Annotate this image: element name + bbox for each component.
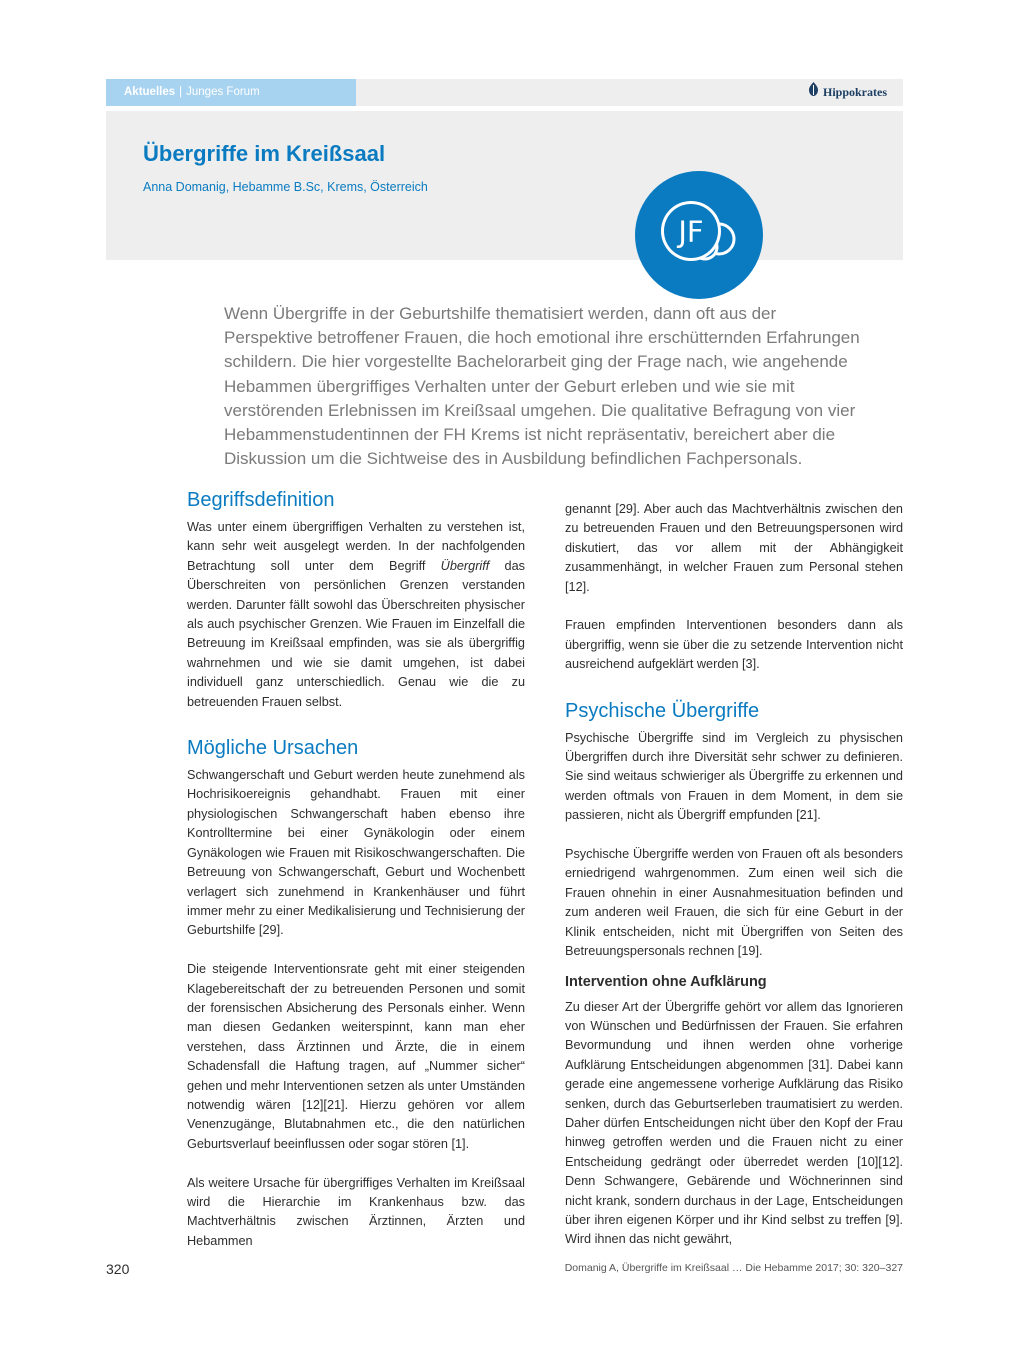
header-bar	[106, 79, 903, 106]
heading-begriffsdefinition: Begriffsdefinition	[187, 489, 335, 511]
paragraph-continued-2: Frauen empfinden Interventionen besonders dann als übergriffig, wenn sie über die zu setzende Intervention nicht ausreichend aufgeklärt werden [3].	[565, 618, 903, 672]
badge-text: JF	[678, 215, 704, 249]
right-column	[565, 500, 903, 1250]
junges-forum-badge	[635, 171, 763, 299]
left-column	[187, 486, 525, 1251]
jf-logo-icon	[635, 171, 763, 299]
breadcrumb-separator: |	[179, 86, 183, 98]
title-panel	[106, 111, 903, 260]
paragraph-begriffsdefinition	[187, 518, 525, 712]
article-author: Anna Domanig, Hebamme B.Sc, Krems, Österreich	[143, 180, 428, 194]
publisher-icon	[808, 79, 819, 106]
paragraph-text: das Überschreiten von persönlichen Grenzen verstanden werden. Darunter fällt sowohl das Überschreiten physischer als auch psychischer Grenzen. Wie Frauen im Einzelfall die Betreuung im Kreißsaal empfinden, was sie als übergriffig wahrnehmen und wie sie damit umgehen, ist dabei individuell ganz unterschiedlich. Genau wie die zu betreuenden Frauen selbst.	[187, 558, 525, 709]
section-label: Aktuelles	[124, 86, 176, 98]
subsection-label: Junges Forum	[186, 86, 260, 98]
section-breadcrumb	[106, 79, 356, 106]
paragraph-continued-1: genannt [29]. Aber auch das Machtverhältnis zwischen den zu betreuenden Frauen und den Betreuungspersonen wird diskutiert, das vor allem mit der Abhängigkeit zusammenhängt, in welcher Frauen zum Personal stehen [12].	[565, 502, 903, 594]
paragraph-ursachen-1: Schwangerschaft und Geburt werden heute zunehmend als Hochrisikoereignis gehandhabt. Frauen mit einer physiologischen Schwangerschaft haben ebenso ihre Kontrolltermine bei einer Gynäkologin oder einem Gynäkologen wie Frauen mit Risikoschwangerschaften. Die Betreuung von Schwangerschaft, Geburt und Wochenbett verlagert sich zunehmend in Krankenhäuser und führt immer mehr zu einer Medikalisierung und Technisierung der Geburtshilfe [29].	[187, 768, 525, 938]
paragraph-ursachen-2: Die steigende Interventionsrate geht mit einer steigenden Klagebereitschaft der zu betreuenden Personen und somit der forensischen Absicherung des Personals einher. Wenn man diesen Gedanken weiterspinnt, kann man eher verstehen, dass Ärztinnen und Ärzte, die in einem Schadensfall die Haftung tragen, auf „Nummer sicher“ gehen und mehr Interventionen setzen als unter Umständen notwendig wären [12][21]. Hierzu gehören vor allem Venenzugänge, Blutabnahmen etc., die den natürlichen Geburtsverlauf beeinflussen oder sogar stören [1].	[187, 962, 525, 1151]
abstract: Wenn Übergriffe in der Geburtshilfe thematisiert werden, dann oft aus der Perspektive betroffener Frauen, die hoch emotional ihre erschütternden Erfahrungen schildern. Die hier vorgestellte Bachelorarbeit ging der Frage nach, wie angehende Hebammen übergriffiges Verhalten unter der Geburt erleben und wie sie mit verstörenden Erlebnissen im Kreißsaal umgehen. Die qualitative Befragung von vier Hebammenstudentinnen der FH Krems ist nicht repräsentativ, bereichert aber die Diskussion um die Sichtweise des in Ausbildung befindlichen Fachpersonals.	[224, 304, 860, 469]
heading-psychische-uebergriffe: Psychische Übergriffe	[565, 699, 760, 722]
article-title: Übergriffe im Kreißsaal	[143, 141, 386, 166]
citation-line: Domanig A, Übergriffe im Kreißsaal … Die Hebamme 2017; 30: 320–327	[564, 1262, 903, 1274]
heading-intervention-ohne-aufklaerung: Intervention ohne Aufklärung	[565, 973, 767, 990]
heading-moegliche-ursachen: Mögliche Ursachen	[187, 737, 359, 760]
paragraph-intervention: Zu dieser Art der Übergriffe gehört vor allem das Ignorieren von Wünschen und Bedürfnissen der Frauen. Sie erfahren Bevormundung und ihnen werden ohne vorherige Aufklärung Entscheidungen abgenommen [31]. Dabei kann gerade eine angemessene vorherige Aufklärung das Risiko senken, durch das Geburtserleben traumatisiert zu werden. Daher dürfen Entscheidungen nicht über den Kopf der Frau hinweg getroffen werden und die Frauen nicht zu einer Entscheidung gedrängt oder überredet werden [10][12]. Denn Schwangere, Gebärende und Wöchnerinnen sind nicht krank, sondern durchaus in der Lage, Entscheidungen über ihren eigenen Körper und ihr Kind selbst zu treffen [9]. Wird ihnen das nicht gewährt,	[565, 999, 903, 1247]
paragraph-psych-2: Psychische Übergriffe werden von Frauen oft als besonders erniedrigend wahrgenommen. Zum einen weil sich die Frauen ohnehin in einer Ausnahmesituation befinden und zum anderen weil Frauen, die sich für eine Geburt in der Klinik entscheiden, nicht mit Übergriffen von Seiten des Betreuungspersonals rechnen [19].	[565, 847, 903, 959]
publisher-name: Hippokrates	[822, 85, 887, 99]
paragraph-ursachen-3: Als weitere Ursache für übergriffiges Verhalten im Kreißsaal wird die Hierarchie im Krankenhaus bzw. das Machtverhältnis zwischen Ärztinnen, Ärzten und Hebammen	[187, 1175, 525, 1248]
publisher-logo	[808, 79, 887, 106]
paragraph-text: Was unter einem übergriffigen Verhalten zu verstehen ist, kann sehr weit ausgelegt werden. In der nachfolgenden Betrachtung soll unter dem Begriff	[187, 520, 525, 573]
emphasis-term: Übergriff	[440, 558, 490, 573]
paragraph-psych-1: Psychische Übergriffe sind im Vergleich zu physischen Übergriffen durch ihre Diversität sehr schwer zu definieren. Sie sind weitaus schwieriger als Übergriffe zu erkennen und werden oftmals von Frauen in dem Moment, in dem sie passieren, nicht als Übergriff empfunden [21].	[565, 730, 903, 823]
page-number: 320	[106, 1261, 130, 1277]
